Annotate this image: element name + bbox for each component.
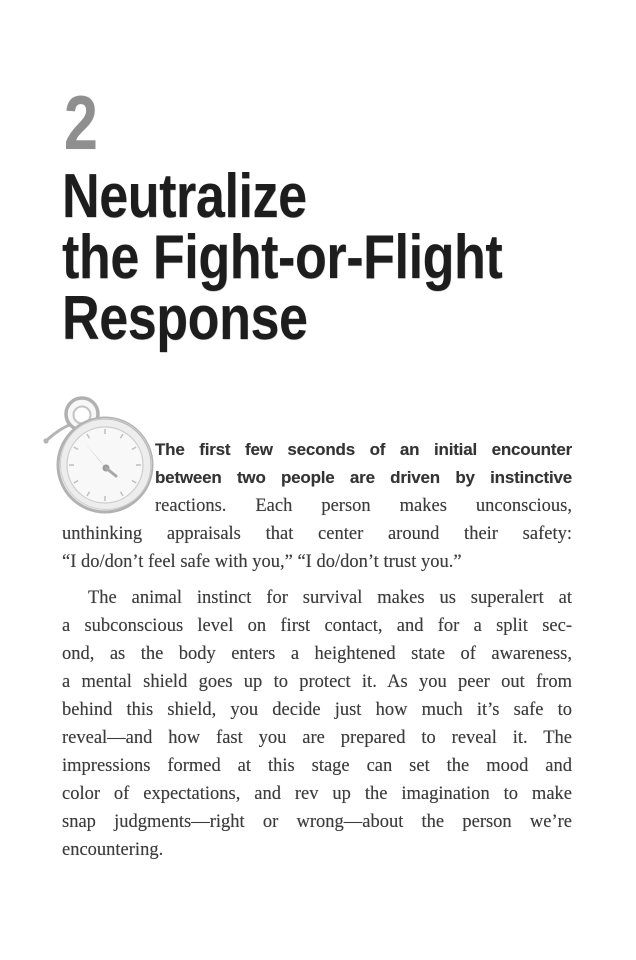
title-line-text: Response [62,284,308,353]
text-line: behind this shield, you decide just how much it’s safe to [62,700,572,720]
text-line: a mental shield goes up to protect it. As you peer out from [62,672,572,692]
text-line: reactions. Each person makes unconscious, [155,496,572,516]
body-text-block [62,436,572,864]
text-line: color of expectations, and rev up the imagination to make [62,784,572,804]
text-line: The first few seconds of an initial encounter [155,440,572,459]
text-line: The animal instinct for survival makes us superalert at [88,588,572,608]
second-paragraph [62,584,572,864]
title-line [62,284,636,353]
text-line: between two people are driven by instinctive [155,468,572,487]
chapter-number-text: 2 [64,81,98,166]
text-line: encountering. [62,840,164,860]
title-line-text: Neutralize [62,162,307,231]
chapter-number [64,81,636,166]
text-line: a subconscious level on first contact, and for a split sec- [62,616,572,636]
stopwatch-illustration [62,436,155,520]
title-line-text: the Fight-or-Flight [62,223,503,292]
text-line: reveal—and how fast you are prepared to reveal it. The [62,728,572,748]
text-line: snap judgments—right or wrong—about the person we’re [62,812,572,832]
text-line: “I do/don’t feel safe with you,” “I do/don’t trust you.” [62,552,462,572]
text-line: ond, as the body enters a heightened state of awareness, [62,644,572,664]
chapter-title [62,162,636,353]
title-line [62,223,636,292]
title-line [62,162,636,231]
text-line: impressions formed at this stage can set the mood and [62,756,572,776]
stopwatch-icon [40,388,156,518]
text-line: unthinking appraisals that center around their safety: [62,524,572,544]
